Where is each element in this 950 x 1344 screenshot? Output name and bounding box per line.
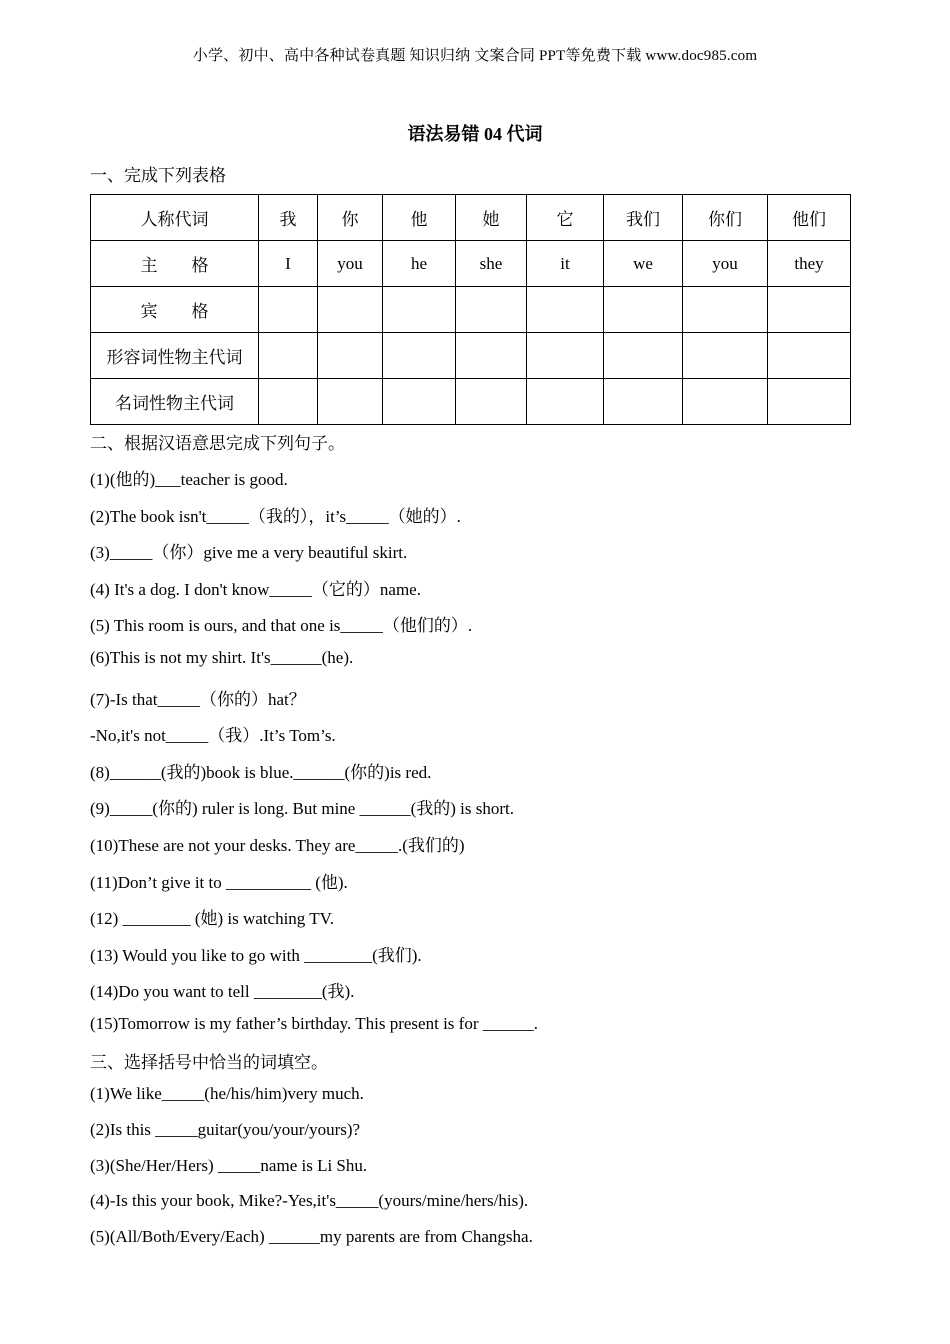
- row-header-cell: 人称代词: [91, 195, 259, 241]
- exercise-item: (3)_____（你）give me a very beautiful skirt.: [90, 543, 408, 563]
- pronoun-table: [90, 194, 851, 425]
- table-cell: [259, 333, 318, 379]
- table-row: [91, 333, 851, 379]
- exercise-item: (2)Is this _____guitar(you/your/yours)?: [90, 1119, 361, 1139]
- exercise-item: (11)Don’t give it to __________ (他).: [90, 872, 348, 892]
- column-header-cell: 它: [527, 195, 604, 241]
- row-header-cell: 主 格: [91, 241, 259, 287]
- table-cell: we: [604, 241, 683, 287]
- table-cell: you: [683, 241, 768, 287]
- column-header-cell: 我: [259, 195, 318, 241]
- exercise-item: (12) ________ (她) is watching TV.: [90, 909, 334, 929]
- exercise-item: (3)(She/Her/Hers) _____name is Li Shu.: [90, 1155, 368, 1175]
- table-cell: [527, 379, 604, 425]
- table-cell: [604, 379, 683, 425]
- exercise-item: (4)-Is this your book, Mike?-Yes,it's_____(yours/mine/hers/his).: [90, 1191, 529, 1211]
- table-cell: [318, 379, 383, 425]
- table-cell: [456, 379, 527, 425]
- table-cell: [604, 287, 683, 333]
- table-row: [91, 195, 851, 241]
- table-cell: they: [768, 241, 851, 287]
- table-cell: [383, 379, 456, 425]
- table-cell: [318, 333, 383, 379]
- row-header-cell: 形容词性物主代词: [91, 333, 259, 379]
- table-cell: [527, 333, 604, 379]
- exercise-item: (4) It's a dog. I don't know_____（它的）name.: [90, 579, 421, 599]
- column-header-cell: 她: [456, 195, 527, 241]
- table-row: [91, 379, 851, 425]
- section-2-heading: 二、根据汉语意思完成下列句子。: [90, 434, 345, 453]
- exercise-item: -No,it's not_____（我）.It’s Tom’s.: [90, 726, 336, 746]
- table-cell: [768, 333, 851, 379]
- column-header-cell: 他: [383, 195, 456, 241]
- table-cell: [456, 287, 527, 333]
- exercise-item: (2)The book isn't_____（我的），it’s_____（她的）.: [90, 506, 461, 526]
- table-cell: [768, 287, 851, 333]
- exercise-item: (5)(All/Both/Every/Each) ______my parents are from Changsha.: [90, 1227, 533, 1247]
- table-cell: [259, 379, 318, 425]
- table-cell: [383, 333, 456, 379]
- exercise-item: (8)______(我的)book is blue.______(你的)is red.: [90, 762, 432, 782]
- section-3-heading: 三、选择括号中恰当的词填空。: [90, 1053, 328, 1072]
- column-header-cell: 我们: [604, 195, 683, 241]
- exercise-item: (15)Tomorrow is my father’s birthday. This present is for ______.: [90, 1014, 538, 1033]
- exercise-item: (13) Would you like to go with ________(我们).: [90, 945, 422, 965]
- table-cell: [456, 333, 527, 379]
- exercise-item: (10)These are not your desks. They are_____.(我们的): [90, 836, 465, 855]
- table-cell: I: [259, 241, 318, 287]
- exercise-item: (1)(他的)___teacher is good.: [90, 470, 288, 489]
- exercise-item: (9)_____(你的) ruler is long. But mine ______(我的) is short.: [90, 799, 515, 819]
- row-header-cell: 宾 格: [91, 287, 259, 333]
- table-cell: [383, 287, 456, 333]
- column-header-cell: 你: [318, 195, 383, 241]
- table-cell: she: [456, 241, 527, 287]
- table-cell: you: [318, 241, 383, 287]
- page-header: 小学、初中、高中各种试卷真题 知识归纳 文案合同 PPT等免费下载 www.doc985.com: [192, 48, 758, 64]
- table-cell: [527, 287, 604, 333]
- table-cell: [768, 379, 851, 425]
- page-title: 语法易错 04 代词: [407, 124, 543, 144]
- table-cell: [683, 379, 768, 425]
- exercise-item: (14)Do you want to tell ________(我).: [90, 982, 355, 1002]
- table-cell: he: [383, 241, 456, 287]
- table-cell: it: [527, 241, 604, 287]
- row-header-cell: 名词性物主代词: [91, 379, 259, 425]
- exercise-item: (6)This is not my shirt. It's______(he).: [90, 648, 354, 667]
- table-row: [91, 287, 851, 333]
- exercise-item: (1)We like_____(he/his/him)very much.: [90, 1084, 364, 1103]
- section-1-heading: 一、完成下列表格: [90, 166, 226, 185]
- table-cell: [259, 287, 318, 333]
- table-cell: [683, 333, 768, 379]
- exercise-item: (5) This room is ours, and that one is_____（他们的）.: [90, 616, 473, 636]
- table-row: [91, 241, 851, 287]
- column-header-cell: 他们: [768, 195, 851, 241]
- exercise-item: (7)-Is that_____（你的）hat？: [90, 689, 306, 709]
- column-header-cell: 你们: [683, 195, 768, 241]
- table-cell: [318, 287, 383, 333]
- table-cell: [604, 333, 683, 379]
- table-cell: [683, 287, 768, 333]
